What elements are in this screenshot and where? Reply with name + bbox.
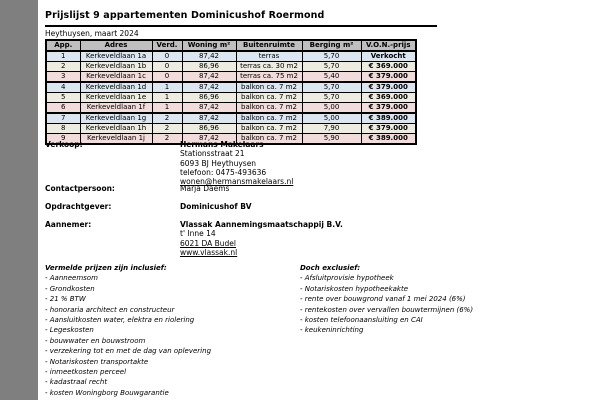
page-title: Prijslijst 9 appartementen Dominicushof Roermond [45,10,437,27]
col-header-buitenruimte: Buitenruimte [236,40,302,51]
opdrachtgever-label: Opdrachtgever: [45,202,112,211]
table-row: 4 Kerkeveldlaan 1d 1 87,42 balkon ca. 7 m2 5,70 € 379.000 [46,82,416,93]
document-page [38,0,600,400]
aannemer-label: Aannemer: [45,220,92,229]
aannemer-city: 6021 DA Budel [180,238,236,248]
list-item: - verzekering tot en met de dag van oplevering [45,347,212,356]
col-header-verd: Verd. [152,40,182,51]
col-header-berging: Berging m² [302,40,361,51]
table-header-row [46,40,416,51]
table-row: 8 Kerkeveldlaan 1h 2 86,96 balkon ca. 7 m2 7,90 € 379.000 [46,124,416,134]
contactpersoon-value: Marja Daems [180,184,230,193]
table-row: 7 Kerkeveldlaan 1g 2 87,42 balkon ca. 7 m2 5,00 € 389.000 [46,113,416,124]
col-header-adres: Adres [80,40,152,51]
table-row: 6 Kerkeveldlaan 1f 1 87,42 balkon ca. 7 m2 5,00 € 379.000 [46,103,416,114]
col-header-woning: Woning m² [182,40,236,51]
exclusief-list [300,263,550,336]
opdrachtgever-value: Dominicushof BV [180,202,252,211]
verkoop-street: Stationsstraat 21 [180,149,245,159]
aannemer-company: Vlassak Aannemingsmaatschappij B.V. [180,220,343,229]
list-item: - rentekosten over vervallen bouwtermijnen (6%) [300,305,474,314]
list-item: - kadastraal recht [45,378,108,387]
verkoop-label: Verkoop: [45,140,83,149]
table-row: 2 Kerkeveldlaan 1b 0 86,96 terras ca. 30 m2 5,70 € 369.000 [46,62,416,72]
verkoop-company: Hermans Makelaars [180,140,264,149]
list-item: - bouwwater en bouwstroom [45,336,146,345]
inclusief-heading: Vermelde prijzen zijn inclusief: [45,264,167,272]
list-item: - Legeskosten [45,326,94,335]
price-table [45,39,417,145]
inclusief-list [45,263,290,398]
aannemer-street: t' Inne 14 [180,229,216,239]
aannemer-section [45,220,343,257]
list-item: - Aanneemsom [45,274,98,283]
table-row: 1 Kerkeveldlaan 1a 0 87,42 terras 5,70 Verkocht [46,51,416,62]
list-item: - Notariskosten transportakte [45,357,149,366]
table-row: 3 Kerkeveldlaan 1c 0 87,42 terras ca. 75 m2 5,40 € 379.000 [46,72,416,83]
contactpersoon-label: Contactpersoon: [45,184,115,193]
table-row: 5 Kerkeveldlaan 1e 1 86,96 balkon ca. 7 m2 5,70 € 369.000 [46,93,416,103]
col-header-app: App. [46,40,80,51]
list-item: - kosten Woningborg Bouwgarantie [45,388,169,397]
exclusief-heading: Doch exclusief: [300,264,361,272]
list-item: - Notariskosten hypotheekakte [300,284,409,293]
list-item: - Grondkosten [45,284,95,293]
status-verkocht: Verkocht [361,51,416,62]
verkoop-email-link[interactable]: wonen@hermansmakelaars.nl [180,177,294,187]
list-item: - 21 % BTW [45,295,86,304]
list-item: - Afsluitprovisie hypotheek [300,274,394,283]
list-item: - inmeetkosten perceel [45,368,127,377]
list-item: - rente over bouwgrond vanaf 1 mei 2024 (6%) [300,295,466,304]
page-subtitle: Heythuysen, maart 2024 [45,29,139,38]
col-header-von-prijs: V.O.N.-prijs [361,40,416,51]
list-item: - keukeninrichting [300,326,364,335]
contactpersoon-section [45,184,229,193]
list-item: - Aansluitkosten water, elektra en riolering [45,316,195,325]
viewer-left-margin [0,0,38,400]
table-row: 9 Kerkeveldlaan 1j 2 87,42 balkon ca. 7 m2 5,90 € 389.000 [46,134,416,145]
verkoop-city: 6093 BJ Heythuysen [180,158,257,168]
aannemer-website-link[interactable]: www.vlassak.nl [180,247,238,257]
list-item: - honoraria architect en constructeur [45,305,175,314]
verkoop-phone: telefoon: 0475-493636 [180,167,267,177]
list-item: - kosten telefoonaansluiting en CAI [300,316,423,325]
verkoop-section [45,140,293,186]
opdrachtgever-section [45,202,252,211]
